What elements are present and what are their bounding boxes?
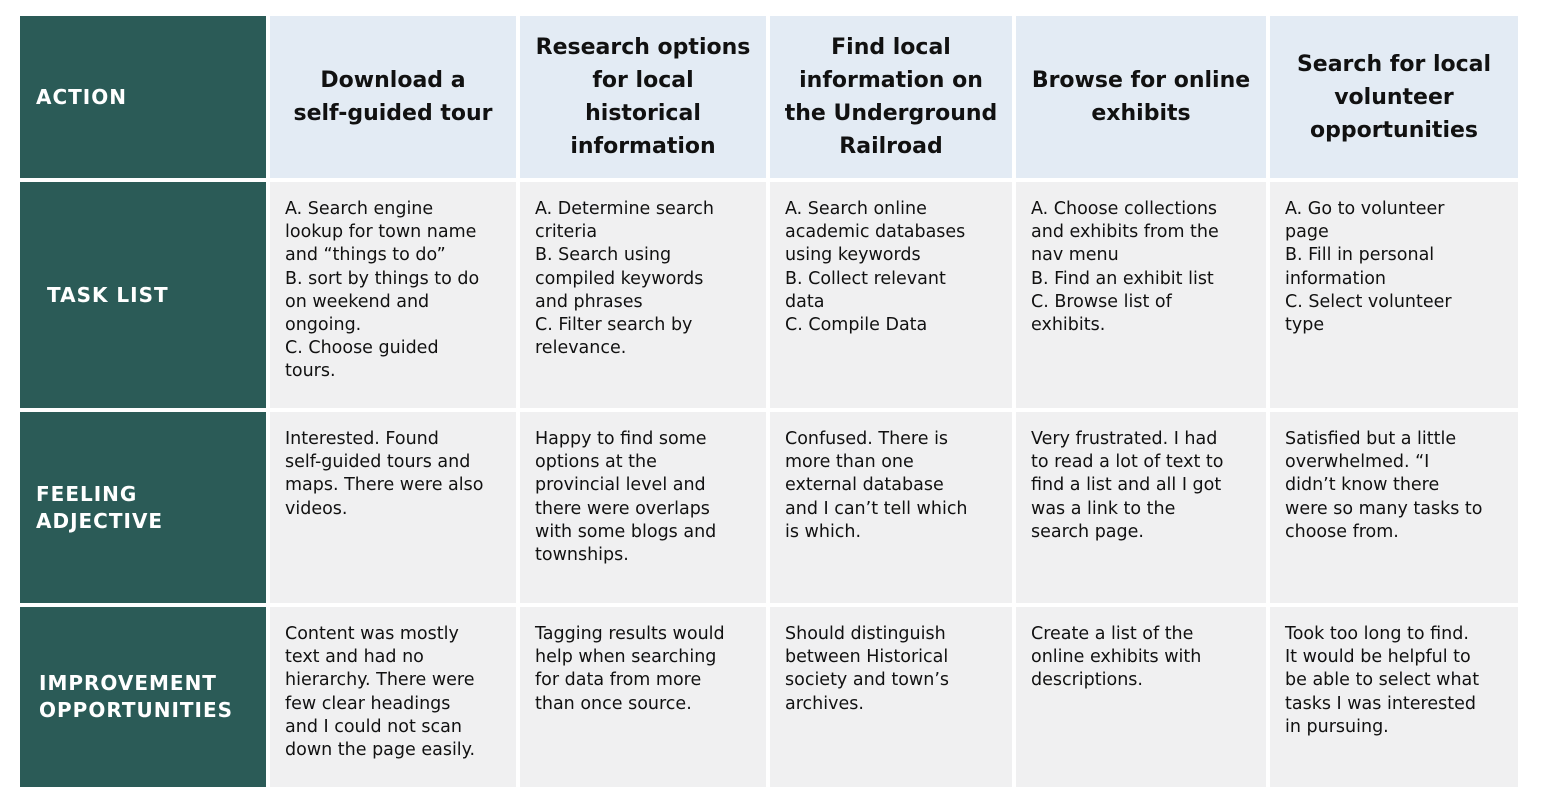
journey-map-table (20, 16, 1516, 787)
task-cell-3: A. Search online academic databases using keywords B. Collect relevant data C. Compile Data (770, 182, 1012, 408)
action-header-5: Search for local volunteer opportunities (1270, 16, 1518, 178)
improvement-cell-4: Create a list of the online exhibits with descriptions. (1016, 607, 1266, 787)
action-header-3: Find local information on the Underground Railroad (770, 16, 1012, 178)
feeling-cell-2: Happy to find some options at the provincial level and there were overlaps with some blogs and townships. (520, 412, 766, 603)
row-label-improvement-opportunities: IMPROVEMENT OPPORTUNITIES (20, 607, 266, 787)
task-cell-5: A. Go to volunteer page B. Fill in personal information C. Select volunteer type (1270, 182, 1518, 408)
improvement-cell-5: Took too long to find. It would be helpful to be able to select what tasks I was interested in pursuing. (1270, 607, 1518, 787)
task-cell-2: A. Determine search criteria B. Search using compiled keywords and phrases C. Filter search by relevance. (520, 182, 766, 408)
improvement-cell-3: Should distinguish between Historical society and town’s archives. (770, 607, 1012, 787)
action-header-2: Research options for local historical information (520, 16, 766, 178)
task-cell-4: A. Choose collections and exhibits from the nav menu B. Find an exhibit list C. Browse list of exhibits. (1016, 182, 1266, 408)
feeling-cell-3: Confused. There is more than one external database and I can’t tell which is which. (770, 412, 1012, 603)
row-label-task-list: TASK LIST (20, 182, 266, 408)
improvement-cell-2: Tagging results would help when searching for data from more than once source. (520, 607, 766, 787)
feeling-cell-1: Interested. Found self-guided tours and maps. There were also videos. (270, 412, 516, 603)
task-cell-1: A. Search engine lookup for town name and “things to do” B. sort by things to do on weekend and ongoing. C. Choose guided tours. (270, 182, 516, 408)
improvement-cell-1: Content was mostly text and had no hierarchy. There were few clear headings and I could not scan down the page easily. (270, 607, 516, 787)
row-label-feeling-adjective: FEELING ADJECTIVE (20, 412, 266, 603)
feeling-cell-5: Satisfied but a little overwhelmed. “I didn’t know there were so many tasks to choose from. (1270, 412, 1518, 603)
action-header-4: Browse for online exhibits (1016, 16, 1266, 178)
feeling-cell-4: Very frustrated. I had to read a lot of text to find a list and all I got was a link to the search page. (1016, 412, 1266, 603)
action-header-1: Download a self-guided tour (270, 16, 516, 178)
row-label-action: ACTION (20, 16, 266, 178)
